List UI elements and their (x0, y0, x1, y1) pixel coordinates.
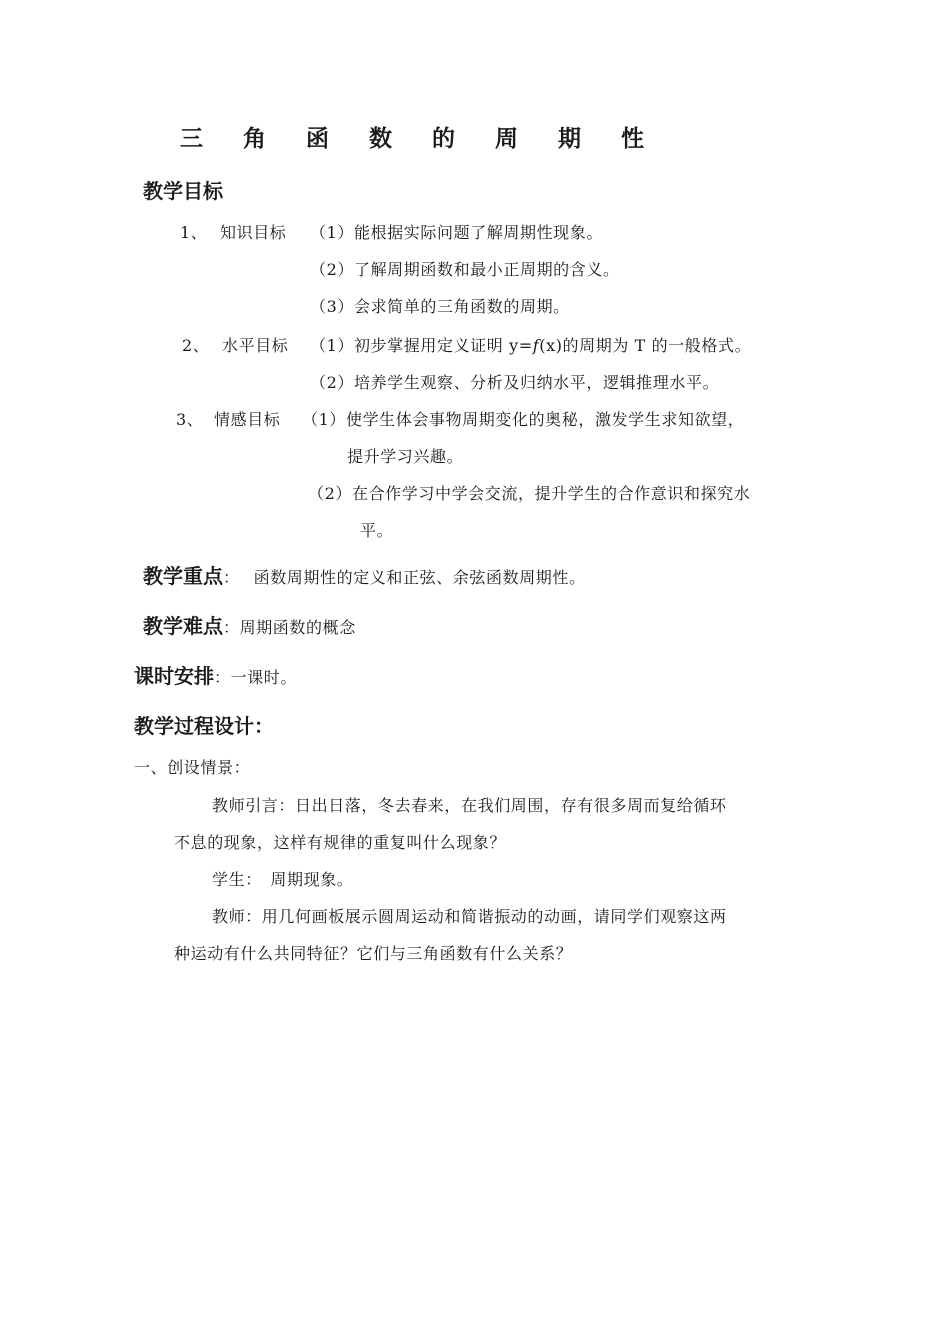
objective-1-point-1: （1）能根据实际问题了解周期性现象。 (310, 223, 603, 242)
schedule-row (134, 666, 297, 686)
process-heading: 教学过程设计： (134, 714, 274, 738)
objective-2-number: 2、 (182, 336, 210, 355)
objective-1-point-3: （3）会求简单的三角函数的周期。 (310, 297, 570, 316)
paragraph-3-line-2: 种运动有什么共同特征？它们与三角函数有什么关系？ (174, 944, 573, 963)
difficulty-separator: ： (223, 618, 240, 637)
function-f-symbol: f (532, 336, 540, 355)
objective-3-label: 情感目标 (214, 410, 281, 429)
key-point-row (143, 566, 586, 586)
schedule-label: 课时安排 (134, 664, 214, 688)
difficulty-text: 周期函数的概念 (239, 618, 356, 637)
schedule-text: 一课时。 (230, 668, 298, 687)
key-point-text: 函数周期性的定义和正弦、余弦函数周期性。 (253, 568, 586, 587)
key-point-label: 教学重点 (143, 564, 223, 588)
objective-1-number: 1、 (180, 223, 208, 242)
paragraph-1-line-2: 不息的现象，这样有规律的重复叫什么现象？ (174, 833, 507, 852)
objective-2-point-1-post: (x)的周期为 T 的一般格式。 (539, 336, 752, 355)
objective-2-point-2: （2）培养学生观察、分析及归纳水平，逻辑推理水平。 (310, 373, 720, 392)
paragraph-2-line-1: 学生： 周期现象。 (212, 870, 354, 889)
objective-2-point-1 (310, 338, 751, 354)
objective-1-label: 知识目标 (220, 223, 287, 242)
objective-3-point-1-line-1: （1）使学生体会事物周期变化的奥秘，激发学生求知欲望， (302, 410, 745, 429)
schedule-separator: ： (214, 668, 231, 687)
objectives-heading: 教学目标 (143, 179, 223, 203)
objective-3-point-2-line-2: 平。 (360, 521, 394, 540)
objective-3-point-1-line-2: 提升学习兴趣。 (347, 447, 464, 466)
difficulty-row (143, 616, 356, 636)
difficulty-label: 教学难点 (143, 614, 223, 638)
paragraph-3-line-1: 教师：用几何画板展示圆周运动和简谐振动的动画，请同学们观察这两 (212, 907, 727, 926)
objective-1-point-2: （2）了解周期函数和最小正周期的含义。 (310, 260, 620, 279)
objective-2-point-1-pre: （1）初步掌握用定义证明 y= (310, 336, 533, 355)
objective-2-label: 水平目标 (222, 336, 289, 355)
section-1-heading: 一、创设情景： (134, 758, 251, 777)
document-title: 三 角 函 数 的 周 期 性 (179, 126, 661, 152)
objective-3-number: 3、 (176, 410, 204, 429)
paragraph-1-line-1: 教师引言：日出日落，冬去春来，在我们周围，存有很多周而复给循环 (212, 796, 727, 815)
key-point-separator: ： (223, 568, 240, 587)
objective-3-point-2-line-1: （2）在合作学习中学会交流，提升学生的合作意识和探究水 (308, 484, 751, 503)
